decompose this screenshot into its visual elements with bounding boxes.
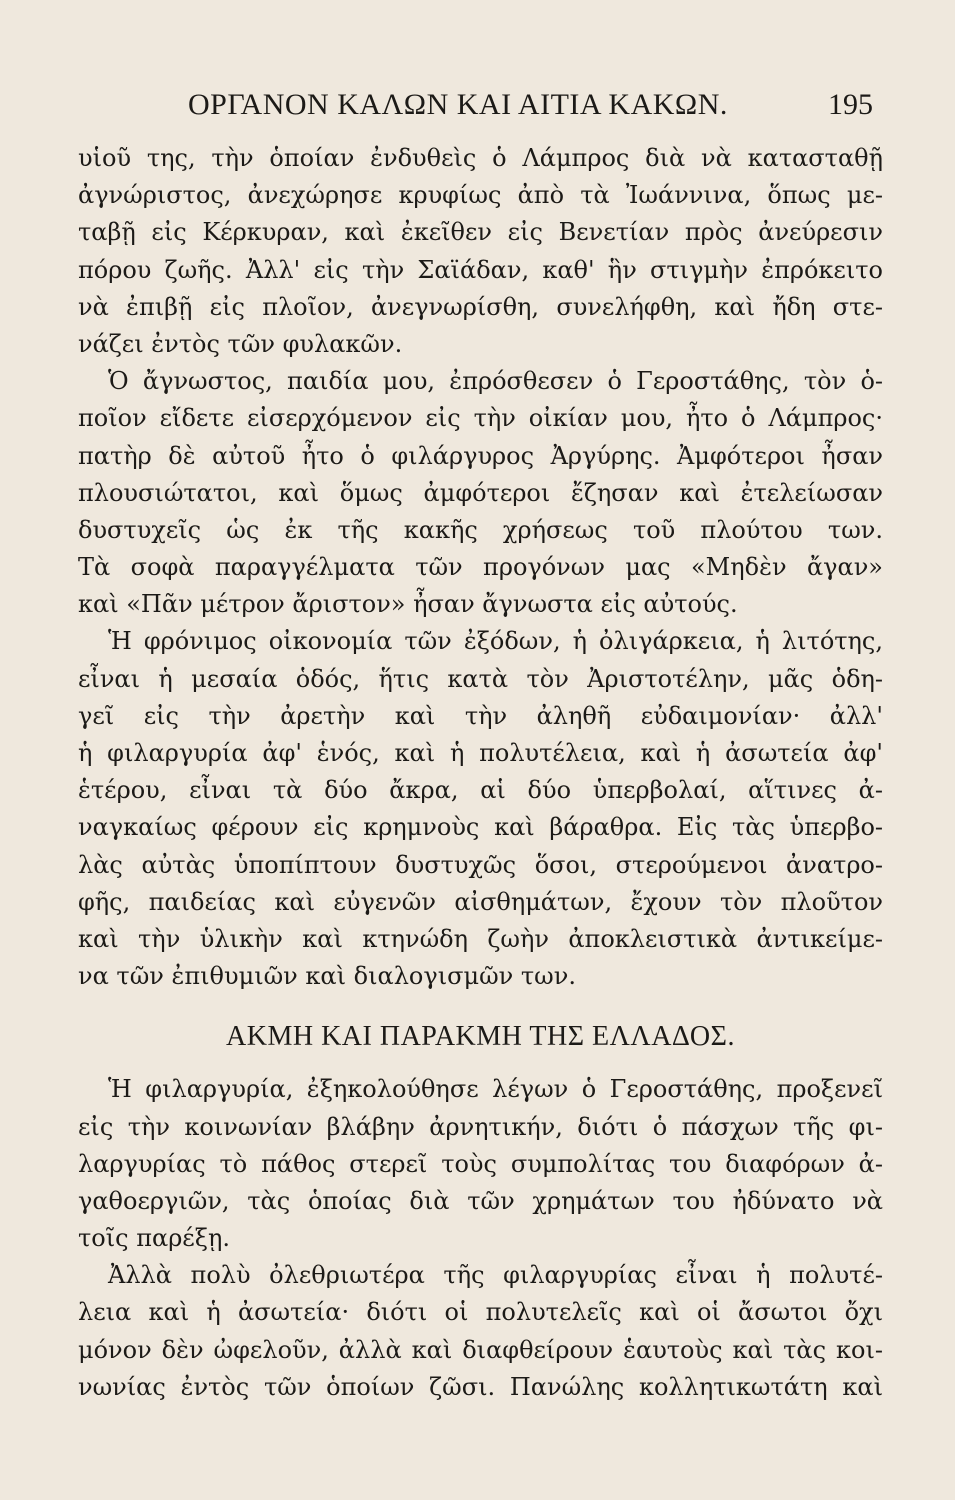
text-line: καὶ τὴν ὑλικὴν καὶ κτηνώδη ζωὴν ἀποκλειστικὰ ἀντικείμε- <box>78 924 883 953</box>
text-line: φῆς, παιδείας καὶ εὐγενῶν αἰσθημάτων, ἔχουν τὸν πλοῦτον <box>78 887 883 916</box>
text-line: δυστυχεῖς ὡς ἐκ τῆς κακῆς χρήσεως τοῦ πλούτου των. <box>78 515 883 544</box>
text-line: καὶ «Πᾶν μέτρον ἄριστον» ἦσαν ἄγνωστα εἰς αὐτούς. <box>78 590 738 619</box>
text-line: Ἡ φιλαργυρία, ἐξηκολούθησε λέγων ὁ Γεροστάθης, προξενεῖ <box>108 1075 883 1104</box>
text-line: λαργυρίας τὸ πάθος στερεῖ τοὺς συμπολίτας του διαφόρων ἀ- <box>78 1149 883 1178</box>
text-line: ποῖον εἴδετε εἰσερχόμενον εἰς τὴν οἰκίαν μου, ἦτο ὁ Λάμπρος· <box>78 404 883 433</box>
text-line: ταβῇ εἰς Κέρκυραν, καὶ ἐκεῖθεν εἰς Βενετίαν πρὸς ἀνεύρεσιν <box>78 218 883 247</box>
text-line: Τὰ σοφὰ παραγγέλματα τῶν προγόνων μας «Μηδὲν ἄγαν» <box>78 553 883 582</box>
running-head <box>78 88 883 128</box>
text-line: να τῶν ἐπιθυμιῶν καὶ διαλογισμῶν των. <box>78 962 576 991</box>
text-line: εἰς τὴν κοινωνίαν βλάβην ἀρνητικήν, διότι ὁ πάσχων τῆς φι- <box>78 1112 883 1141</box>
text-line: Ἀλλὰ πολὺ ὀλεθριωτέρα τῆς φιλαργυρίας εἶναι ἡ πολυτέ- <box>108 1261 883 1290</box>
paragraph <box>78 1257 883 1406</box>
text-line: πατὴρ δὲ αὐτοῦ ἦτο ὁ φιλάργυρος Ἀργύρης. Ἀμφότεροι ἦσαν <box>78 441 883 470</box>
paragraph <box>78 140 883 363</box>
paragraph <box>78 1071 883 1257</box>
text-line: μόνον δὲν ὠφελοῦν, ἀλλὰ καὶ διαφθείρουν ἑαυτοὺς καὶ τὰς κοι- <box>78 1335 883 1364</box>
page-number: 195 <box>828 88 873 121</box>
text-line: πλουσιώτατοι, καὶ ὅμως ἀμφότεροι ἔζησαν καὶ ἐτελείωσαν <box>78 478 883 507</box>
text-line: ἀγνώριστος, ἀνεχώρησε κρυφίως ἀπὸ τὰ Ἰωάννινα, ὅπως με- <box>78 181 883 210</box>
text-line: ναγκαίως φέρουν εἰς κρημνοὺς καὶ βάραθρα. Εἰς τὰς ὑπερβο- <box>78 813 883 842</box>
text-line: ἑτέρου, εἶναι τὰ δύο ἄκρα, αἱ δύο ὑπερβολαί, αἵτινες ἀ- <box>78 776 883 805</box>
text-line: γαθοεργιῶν, τὰς ὁποίας διὰ τῶν χρημάτων του ἠδύνατο νὰ <box>78 1186 883 1215</box>
text-line: νὰ ἐπιβῇ εἰς πλοῖον, ἀνεγνωρίσθη, συνελήφθη, καὶ ἤδη στε- <box>78 292 883 321</box>
text-line: τοῖς παρέξῃ. <box>78 1224 230 1253</box>
text-line: εἶναι ἡ μεσαία ὁδός, ἥτις κατὰ τὸν Ἀριστοτέλην, μᾶς ὁδη- <box>78 664 883 693</box>
text-line: νωνίας ἐντὸς τῶν ὁποίων ζῶσι. Πανώλης κολλητικωτάτη καὶ <box>78 1372 883 1401</box>
paragraph <box>78 623 883 995</box>
text-line: υἱοῦ της, τὴν ὁποίαν ἐνδυθεὶς ὁ Λάμπρος διὰ νὰ κατασταθῇ <box>78 144 883 172</box>
paragraph <box>78 363 883 623</box>
text-line: ἡ φιλαργυρία ἀφ' ἑνός, καὶ ἡ πολυτέλεια, καὶ ἡ ἀσωτεία ἀφ' <box>78 739 883 767</box>
section-heading: ΑΚΜΗ ΚΑΙ ΠΑΡΑΚΜΗ ΤΗΣ ΕΛΛΑΔΟΣ. <box>226 1021 735 1053</box>
text-line: λὰς αὐτὰς ὑποπίπτουν δυστυχῶς ὅσοι, στερούμενοι ἀνατρο- <box>78 850 883 879</box>
text-line: νάζει ἐντὸς τῶν φυλακῶν. <box>78 329 403 358</box>
text-line: Ἡ φρόνιμος οἰκονομία τῶν ἐξόδων, ἡ ὀλιγάρκεια, ἡ λιτότης, <box>108 627 883 656</box>
text-line: γεῖ εἰς τὴν ἀρετὴν καὶ τὴν ἀληθῆ εὐδαιμονίαν· ἀλλ' <box>78 701 883 730</box>
text-line: πόρου ζωῆς. Ἀλλ' εἰς τὴν Σαϊάδαν, καθ' ἣν στιγμὴν ἐπρόκειτο <box>78 255 883 284</box>
text-line: λεια καὶ ἡ ἀσωτεία· διότι οἱ πολυτελεῖς καὶ οἱ ἄσωτοι ὄχι <box>78 1298 883 1327</box>
running-title: ΟΡΓΑΝΟΝ ΚΑΛΩΝ ΚΑΙ ΑΙΤΙΑ ΚΑΚΩΝ. <box>188 88 728 121</box>
text-line: Ὁ ἄγνωστος, παιδία μου, ἐπρόσθεσεν ὁ Γεροστάθης, τὸν ὁ- <box>108 367 883 396</box>
